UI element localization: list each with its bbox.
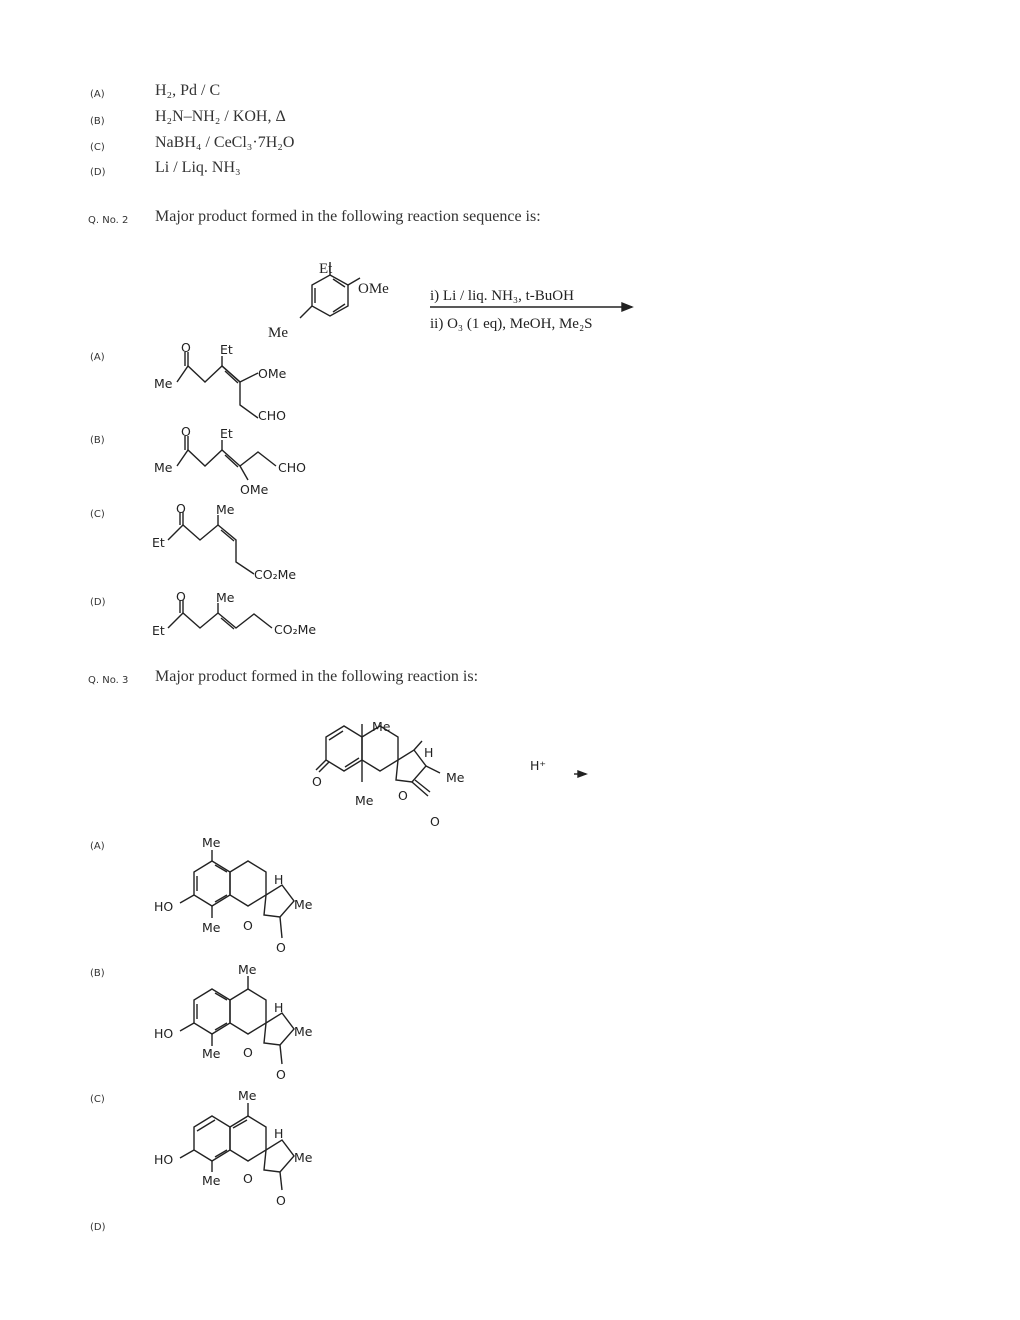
q3-c-o-ring: O: [243, 1171, 253, 1186]
q3-a-me-right: Me: [294, 897, 313, 912]
q1-option-d-label: (D): [90, 167, 106, 178]
q2-a-o: O: [181, 340, 191, 355]
q1-option-a-label: (A): [90, 89, 105, 100]
q2-sm-et: Et: [319, 261, 333, 277]
q3-a-me-top: Me: [202, 835, 221, 850]
q3-b-me-bottom: Me: [202, 1046, 221, 1061]
q3-a-o-ring: O: [243, 918, 253, 933]
q2-b-o: O: [181, 424, 191, 439]
q3-c-ho: HO: [154, 1152, 174, 1167]
q3-option-d-label: (D): [90, 1222, 106, 1233]
q3-sm-o-carbonyl: O: [430, 814, 440, 829]
q2-option-c-label: (C): [90, 509, 105, 520]
q2-c-o: O: [176, 501, 186, 516]
q2-reagent-2: ii) O₃ (1 eq), MeOH, Me₂S: [430, 316, 593, 332]
q3-b-ho: HO: [154, 1026, 174, 1041]
q3-sm-me-bottom: Me: [355, 793, 374, 808]
q3-option-b-structure: [154, 962, 313, 1082]
q3-a-h: H: [274, 872, 284, 887]
q2-a-ome: OMe: [258, 366, 287, 381]
q2-d-me: Me: [216, 590, 235, 605]
q2-b-et: Et: [220, 426, 233, 441]
q1-option-d-text: Li / Liq. NH₃: [155, 159, 241, 176]
q2-option-a-structure: [154, 340, 287, 423]
q3-c-me-bottom: Me: [202, 1173, 221, 1188]
q2-a-et: Et: [220, 342, 233, 357]
q2-starting-material: [268, 261, 389, 341]
q3-number: Q. No. 3: [88, 675, 129, 686]
q3-sm-o-ring: O: [398, 788, 408, 803]
q1-option-b-text: H₂N–NH₂ / KOH, Δ: [155, 108, 286, 125]
q3-c-me-top: Me: [238, 1088, 257, 1103]
q2-d-et: Et: [152, 623, 165, 638]
q3-reagent: H⁺: [530, 758, 546, 773]
q3-c-me-right: Me: [294, 1150, 313, 1165]
q2-question-text: Major product formed in the following reaction sequence is:: [155, 208, 541, 225]
q2-reaction-arrow: [430, 288, 632, 332]
q3-option-a-label: (A): [90, 841, 105, 852]
q3-a-ho: HO: [154, 899, 174, 914]
q2-c-co2me: CO₂Me: [254, 567, 297, 582]
q3-sm-me-right: Me: [446, 770, 465, 785]
q2-c-me: Me: [216, 502, 235, 517]
q3-sm-h: H: [424, 745, 434, 760]
q2-option-c-structure: [152, 501, 296, 582]
q2-option-a-label: (A): [90, 352, 105, 363]
q2-reagent-1: i) Li / liq. NH₃, t-BuOH: [430, 288, 574, 304]
q3-option-c-label: (C): [90, 1094, 105, 1105]
q2-d-co2me: CO₂Me: [274, 622, 317, 637]
q3-a-me-bottom: Me: [202, 920, 221, 935]
q3-b-h: H: [274, 1000, 284, 1015]
q3-a-o-carbonyl: O: [276, 940, 286, 955]
q2-b-me: Me: [154, 460, 173, 475]
q3-question-text: Major product formed in the following reaction is:: [155, 668, 479, 685]
q3-sm-o-ketone: O: [312, 774, 322, 789]
q3-starting-material: [312, 719, 465, 829]
q3-b-o-carbonyl: O: [276, 1067, 286, 1082]
q2-a-cho: CHO: [258, 408, 286, 423]
q2-number: Q. No. 2: [88, 215, 129, 226]
q2-b-ome: OMe: [240, 482, 269, 497]
q3-sm-me-top: Me: [372, 719, 391, 734]
q2-d-o: O: [176, 589, 186, 604]
q3-b-me-top: Me: [238, 962, 257, 977]
q3-b-o-ring: O: [243, 1045, 253, 1060]
q3-c-o-carbonyl: O: [276, 1193, 286, 1208]
q1-option-a-text: H₂, Pd / C: [155, 82, 221, 99]
q3-option-c-structure: [154, 1088, 313, 1208]
q2-option-d-structure: [152, 589, 316, 638]
q3-option-b-label: (B): [90, 968, 105, 979]
q1-option-b-label: (B): [90, 116, 105, 127]
q3-b-me-right: Me: [294, 1024, 313, 1039]
q2-b-cho: CHO: [278, 460, 306, 475]
q2-option-b-structure: [154, 424, 306, 497]
q3-c-h: H: [274, 1126, 284, 1141]
q1-option-c-text: NaBH₄ / CeCl₃·7H₂O: [155, 134, 295, 151]
q3-reaction-arrow: [530, 758, 586, 777]
q2-sm-ome: OMe: [358, 281, 389, 297]
q3-option-a-structure: [154, 835, 313, 955]
q2-a-me: Me: [154, 376, 173, 391]
q2-sm-me: Me: [268, 325, 288, 341]
q2-option-b-label: (B): [90, 435, 105, 446]
q2-option-d-label: (D): [90, 597, 106, 608]
q2-c-et: Et: [152, 535, 165, 550]
q1-option-c-label: (C): [90, 142, 105, 153]
